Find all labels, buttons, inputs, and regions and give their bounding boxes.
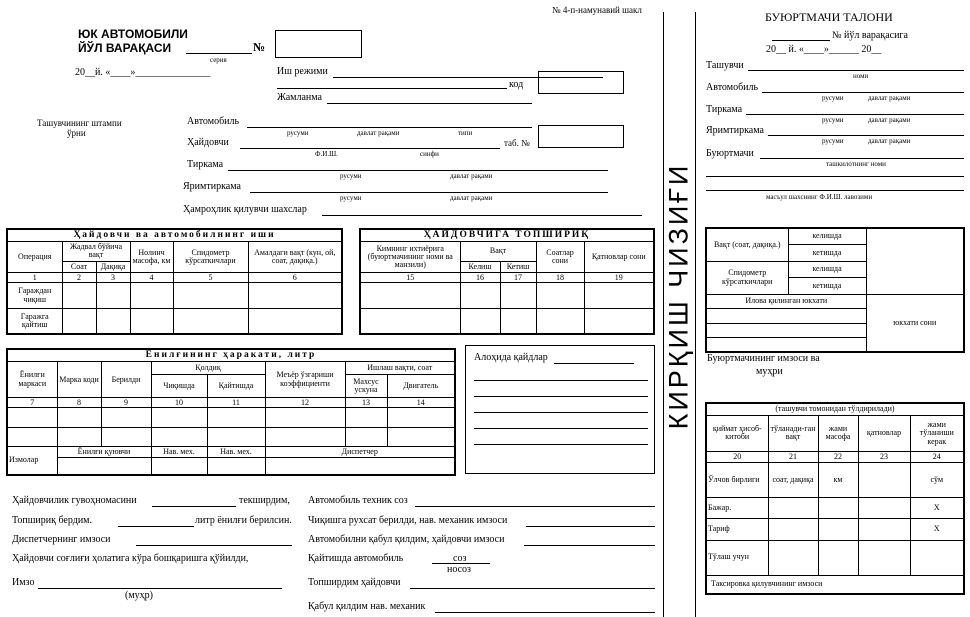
coupon-vehicle-line[interactable] bbox=[762, 92, 964, 93]
signature-line[interactable] bbox=[38, 588, 282, 589]
date-line[interactable]: 20__й. «____»_______________ bbox=[75, 67, 211, 78]
dispatcher-sig-line[interactable] bbox=[136, 545, 292, 546]
coupon-plate-caption: давлат рақами bbox=[868, 94, 911, 102]
mechanic-label-1: Нав. мех. bbox=[151, 446, 207, 458]
vehicle-label: Автомобиль bbox=[187, 116, 240, 127]
trailer-line[interactable] bbox=[228, 170, 608, 171]
form-code: № 4-п-намунавий шакл bbox=[552, 5, 642, 15]
cell-input[interactable] bbox=[151, 427, 207, 446]
cell-input[interactable] bbox=[768, 540, 818, 575]
accepted-mech-line[interactable] bbox=[435, 612, 655, 613]
cell-input[interactable] bbox=[101, 427, 151, 446]
num-cell: 4 bbox=[130, 273, 173, 283]
accepted-driver-line[interactable] bbox=[524, 545, 655, 546]
cell-input[interactable] bbox=[248, 308, 342, 334]
coupon-arrived: келишда bbox=[788, 228, 866, 245]
cell-input[interactable] bbox=[584, 283, 654, 309]
col-total-pay: жами тўланиши керак bbox=[910, 416, 964, 451]
cell-input[interactable] bbox=[265, 458, 455, 475]
col-schedule: Жадвал бўйича вақт bbox=[62, 242, 130, 261]
coupon-semi-make-caption: русуми bbox=[822, 137, 844, 145]
num-cell: 11 bbox=[207, 398, 265, 408]
coupon-date[interactable]: 20__ й. «____»______ 20__ bbox=[766, 44, 882, 55]
cell-input[interactable] bbox=[536, 283, 584, 309]
coupon-departed: кетишда bbox=[788, 245, 866, 262]
col-norm: Меъёр ўзгариши коэффициенти bbox=[265, 362, 345, 398]
col-issued: Берилди bbox=[101, 362, 151, 398]
cell-input[interactable] bbox=[536, 308, 584, 334]
coupon-departed-2: кетишда bbox=[788, 278, 866, 295]
title-line-2: ЙЎЛ ВАРАҚАСИ bbox=[78, 41, 172, 55]
trailer-make-caption: русуми bbox=[340, 172, 362, 180]
notes-line[interactable] bbox=[474, 396, 648, 397]
code-box[interactable] bbox=[538, 71, 624, 94]
coupon-waybills-count: юкхати сони bbox=[866, 294, 964, 352]
driver-work-table bbox=[6, 228, 343, 335]
col-worktime: Ишлаш вақти, соат bbox=[345, 362, 455, 375]
coupon-customer-line[interactable] bbox=[760, 158, 964, 159]
tab-no-label: таб. № bbox=[504, 138, 530, 148]
amount-label: Бажар. bbox=[706, 498, 768, 519]
cell-input[interactable] bbox=[858, 498, 910, 519]
col-engine: Двигатель bbox=[387, 375, 455, 398]
stamp-label-1: Ташувчининг штампи bbox=[37, 118, 122, 128]
num-cell: 21 bbox=[768, 451, 818, 463]
driver-class-caption: синфи bbox=[420, 150, 439, 158]
coupon-trailer-line[interactable] bbox=[746, 114, 964, 115]
col-return: Қайтишда bbox=[207, 375, 265, 398]
task-title: ҲАЙДОВЧИГА ТОПШИРИҚ bbox=[360, 229, 654, 242]
unit-km: км bbox=[818, 463, 858, 498]
cut-line-rule-right bbox=[695, 12, 696, 617]
num-cell: 17 bbox=[500, 273, 536, 283]
license-label: Ҳайдовчилик гувоҳномасини bbox=[12, 495, 137, 506]
col-customer: Кимнинг ихтиёрига (буюртмачининг номи ва манзили) bbox=[360, 242, 460, 273]
cell-input[interactable] bbox=[910, 540, 964, 575]
return-state-label: Қайтишда автомобиль bbox=[308, 553, 404, 564]
notes-title: Алоҳида қайдлар bbox=[474, 352, 548, 363]
col-total-dist: жами масофа bbox=[818, 416, 858, 451]
faulty-option[interactable]: носоз bbox=[447, 564, 471, 575]
cell-input[interactable] bbox=[265, 408, 345, 427]
cell-input[interactable] bbox=[818, 498, 858, 519]
cell-input[interactable] bbox=[460, 308, 500, 334]
cell-input[interactable] bbox=[7, 427, 57, 446]
cell-input[interactable] bbox=[173, 308, 248, 334]
trailer-label: Тиркама bbox=[187, 159, 224, 170]
cell-input[interactable] bbox=[207, 458, 265, 475]
col-time: Вақт bbox=[460, 242, 536, 261]
col-hour: Соат bbox=[62, 261, 96, 273]
cell-input[interactable] bbox=[151, 458, 207, 475]
fuel-given-label: литр ёнилғи берилсин. bbox=[195, 515, 292, 526]
cell-input[interactable] bbox=[706, 323, 866, 337]
cell-input[interactable] bbox=[768, 498, 818, 519]
notes-line[interactable] bbox=[474, 428, 648, 429]
work-mode-label: Иш режими bbox=[277, 66, 328, 77]
fuel-title: Ёнилғининг ҳаракати, литр bbox=[7, 349, 455, 362]
col-calc: қиймат ҳисоб-китоби bbox=[706, 416, 768, 451]
num-cell: 12 bbox=[265, 398, 345, 408]
tech-ok-line[interactable] bbox=[415, 506, 655, 507]
tariff-label: Тариф bbox=[706, 519, 768, 540]
ok-option[interactable]: соз bbox=[453, 553, 467, 564]
work-mode-line-2[interactable] bbox=[277, 88, 507, 89]
cell-input[interactable] bbox=[584, 308, 654, 334]
coupon-speedo-label: Спидометр кўрсаткичлари bbox=[706, 261, 788, 294]
cell-input[interactable] bbox=[345, 408, 387, 427]
cell-input[interactable] bbox=[62, 308, 96, 334]
waybill-number-box[interactable] bbox=[275, 30, 362, 58]
fuel-table bbox=[6, 348, 456, 476]
cell-input[interactable] bbox=[866, 228, 964, 294]
coupon-trailer-label: Тиркама bbox=[706, 104, 743, 115]
handed-driver-line[interactable] bbox=[410, 588, 655, 589]
num-cell: 15 bbox=[360, 273, 460, 283]
cell-input[interactable] bbox=[207, 427, 265, 446]
cell-input[interactable] bbox=[57, 458, 151, 475]
coupon-extra-line[interactable] bbox=[706, 176, 964, 177]
vehicle-plate-caption: давлат рақами bbox=[357, 129, 400, 137]
vehicle-type-caption: типи bbox=[458, 129, 473, 137]
refueler-label: Ёнилғи қуювчи bbox=[57, 446, 151, 458]
coupon-semi-plate-caption: давлат рақами bbox=[868, 137, 911, 145]
cell-input[interactable] bbox=[345, 427, 387, 446]
staff-label: Жамланма bbox=[277, 92, 322, 103]
cell-input[interactable] bbox=[818, 519, 858, 540]
num-cell: 16 bbox=[460, 273, 500, 283]
coupon-semitrailer-line[interactable] bbox=[768, 135, 964, 136]
coupon-make-caption: русуми bbox=[822, 94, 844, 102]
signature-label: Имзо bbox=[12, 577, 35, 588]
col-zero-km: Нолинч масофа, км bbox=[130, 242, 173, 273]
driver-fio-caption: Ф.И.Ш. bbox=[315, 150, 338, 158]
code-label: код bbox=[509, 79, 524, 90]
escorts-label: Ҳамроҳлик қилувчи шахслар bbox=[183, 204, 307, 215]
cell-input[interactable] bbox=[96, 308, 130, 334]
col-trips-coupon: қатновлар bbox=[858, 416, 910, 451]
coupon-attached: Илова қилинган юкхати bbox=[706, 294, 866, 308]
notes-line[interactable] bbox=[474, 380, 648, 381]
seal-label: (муҳр) bbox=[125, 590, 153, 601]
coupon-billing-table bbox=[705, 402, 965, 595]
col-actual-time: Амалдаги вақт (кун, ой, соат, дақиқа.) bbox=[248, 242, 342, 273]
cell-input[interactable] bbox=[248, 283, 342, 309]
col-departure: Кетиш bbox=[500, 261, 536, 273]
notes-line[interactable] bbox=[474, 412, 648, 413]
num-cell: 2 bbox=[62, 273, 96, 283]
semitrailer-label: Яримтиркама bbox=[183, 181, 241, 192]
col-brand-code: Марка коди bbox=[57, 362, 101, 398]
semitrailer-make-caption: русуми bbox=[340, 194, 362, 202]
coupon-filled-by: (ташувчи томонидан тўлдирилади) bbox=[706, 403, 964, 416]
cell-input[interactable] bbox=[173, 283, 248, 309]
cell-input[interactable] bbox=[57, 408, 101, 427]
cell-input[interactable] bbox=[151, 408, 207, 427]
col-paid-time: тўланади-ган вақт bbox=[768, 416, 818, 451]
num-cell: 6 bbox=[248, 273, 342, 283]
cell-input[interactable] bbox=[387, 408, 455, 427]
cell-input[interactable] bbox=[768, 519, 818, 540]
coupon-semitrailer-label: Яримтиркама bbox=[706, 125, 764, 136]
num-cell: 24 bbox=[910, 451, 964, 463]
vehicle-make-caption: русуми bbox=[287, 129, 309, 137]
col-operation: Операция bbox=[7, 242, 62, 273]
dispatcher-sig-label: Диспетчернинг имзоси bbox=[12, 534, 111, 545]
col-out: Чиқишда bbox=[151, 375, 207, 398]
cell-input[interactable] bbox=[207, 408, 265, 427]
cell-input[interactable] bbox=[101, 408, 151, 427]
col-minute: Дақиқа bbox=[96, 261, 130, 273]
cell-input[interactable] bbox=[500, 283, 536, 309]
coupon-carrier-label: Ташувчи bbox=[706, 60, 744, 71]
coupon-arrived-2: келишда bbox=[788, 261, 866, 278]
coupon-trailer-plate-caption: давлат рақами bbox=[868, 116, 911, 124]
coupon-trailer-make-caption: русуми bbox=[822, 116, 844, 124]
num-cell: 13 bbox=[345, 398, 387, 408]
row-garage-exit: Гараждан чиқиш bbox=[7, 283, 62, 309]
cell-input[interactable] bbox=[818, 540, 858, 575]
cell-input[interactable] bbox=[7, 408, 57, 427]
trailer-plate-caption: давлат рақами bbox=[450, 172, 493, 180]
series-line[interactable] bbox=[186, 53, 252, 54]
num-cell: 19 bbox=[584, 273, 654, 283]
coupon-time-table bbox=[705, 227, 965, 353]
cell-empty bbox=[858, 463, 910, 498]
series-label: серия bbox=[210, 56, 227, 64]
coupon-responsible-line[interactable] bbox=[706, 190, 964, 191]
exit-allowed-label: Чиқишга рухсат берилди, нав. механик имзоси bbox=[308, 515, 508, 526]
col-special: Махсус ускуна bbox=[345, 375, 387, 398]
cell-input[interactable] bbox=[62, 283, 96, 309]
num-cell: 7 bbox=[7, 398, 57, 408]
x-mark: Х bbox=[910, 519, 964, 540]
num-cell: 9 bbox=[101, 398, 151, 408]
fuel-amount-line[interactable] bbox=[118, 526, 194, 527]
mechanic-label-2: Нав. мех. bbox=[207, 446, 265, 458]
checked-label: текширдим, bbox=[239, 495, 290, 506]
cell-input[interactable] bbox=[858, 519, 910, 540]
cell-input[interactable] bbox=[360, 283, 460, 309]
x-mark: Х bbox=[910, 498, 964, 519]
col-remainder: Қолдиқ bbox=[151, 362, 265, 375]
driver-line[interactable] bbox=[240, 148, 500, 149]
col-arrival: Келиш bbox=[460, 261, 500, 273]
num-cell: 22 bbox=[818, 451, 858, 463]
coupon-customer-label: Буюртмачи bbox=[706, 148, 754, 159]
coupon-title: БУЮРТМАЧИ ТАЛОНИ bbox=[765, 10, 893, 24]
cell-input[interactable] bbox=[460, 283, 500, 309]
cell-input[interactable] bbox=[706, 309, 866, 323]
cell-input[interactable] bbox=[858, 540, 910, 575]
notes-box bbox=[465, 345, 655, 474]
unit-label: Ўлчов бирлиги bbox=[706, 463, 768, 498]
accepted-driver-label: Автомобилни қабул қилдим, ҳайдовчи имзоси bbox=[308, 534, 505, 545]
exit-allowed-line[interactable] bbox=[526, 526, 655, 527]
coupon-time-label: Вақт (соат, дақиқа.) bbox=[706, 228, 788, 261]
num-cell: 3 bbox=[96, 273, 130, 283]
num-cell: 20 bbox=[706, 451, 768, 463]
health-label: Ҳайдовчи соғлиғи ҳолатига кўра бошқаришга қўйилди, bbox=[12, 553, 249, 564]
stamp-label-2: ўрни bbox=[67, 128, 86, 138]
task-given-label: Топшириқ бердим. bbox=[12, 515, 92, 526]
staff-line[interactable] bbox=[327, 103, 532, 104]
task-table bbox=[359, 228, 655, 335]
row-garage-return: Гаражга қайтиш bbox=[7, 308, 62, 334]
coupon-responsible-caption: масъул шахснинг Ф.И.Ш. лавозими bbox=[766, 193, 873, 201]
cell-input[interactable] bbox=[500, 308, 536, 334]
num-cell: 10 bbox=[151, 398, 207, 408]
to-pay-label: Тўлаш учун bbox=[706, 540, 768, 575]
coupon-vehicle-label: Автомобиль bbox=[706, 82, 759, 93]
col-hours: Соатлар сони bbox=[536, 242, 584, 273]
vehicle-line[interactable] bbox=[247, 127, 532, 128]
number-sign: № bbox=[253, 40, 266, 54]
tech-ok-label: Автомобиль техник соз bbox=[308, 495, 408, 506]
semitrailer-line[interactable] bbox=[250, 192, 608, 193]
accepted-mech-label: Қабул қилдим нав. механик bbox=[308, 601, 426, 612]
driver-work-title: Ҳайдовчи ва автомобилнинг иши bbox=[7, 229, 342, 242]
col-trips: Қатновлар сони bbox=[584, 242, 654, 273]
cell-input[interactable] bbox=[130, 283, 173, 309]
cell-input[interactable] bbox=[130, 308, 173, 334]
cell-input[interactable] bbox=[706, 337, 866, 352]
coupon-waybill-no: № йўл варақасига bbox=[832, 30, 908, 41]
num-cell: 5 bbox=[173, 273, 248, 283]
coupon-org-name-caption: ташкилотнинг номи bbox=[826, 160, 886, 168]
driver-label: Ҳайдовчи bbox=[187, 137, 229, 148]
cell-input[interactable] bbox=[96, 283, 130, 309]
notes-line[interactable] bbox=[474, 444, 648, 445]
title-line-1: ЮК АВТОМОБИЛИ bbox=[78, 27, 188, 41]
num-cell: 8 bbox=[57, 398, 101, 408]
col-speedometer: Спидометр кўрсаткичлари bbox=[173, 242, 248, 273]
col-fuel-brand: Ёнилғи маркаси bbox=[7, 362, 57, 398]
customer-sig-1: Буюртмачининг имзоси ва bbox=[707, 353, 820, 364]
num-cell: 14 bbox=[387, 398, 455, 408]
escorts-line[interactable] bbox=[322, 215, 642, 216]
unit-sum: сўм bbox=[910, 463, 964, 498]
num-cell: 18 bbox=[536, 273, 584, 283]
cut-line-text: КИРҚИШ ЧИЗИҒИ bbox=[663, 162, 694, 430]
fuelers-label: Измолар bbox=[7, 446, 57, 475]
unit-time: соат, дақиқа bbox=[768, 463, 818, 498]
num-cell: 23 bbox=[858, 451, 910, 463]
tab-number-box[interactable] bbox=[538, 125, 624, 148]
cell-input[interactable] bbox=[387, 427, 455, 446]
license-line[interactable] bbox=[152, 506, 236, 507]
num-cell: 1 bbox=[7, 273, 62, 283]
customer-sig-2: муҳри bbox=[756, 366, 783, 377]
cell-input[interactable] bbox=[265, 427, 345, 446]
coupon-name-caption: номи bbox=[853, 72, 869, 80]
dispatcher-label: Диспетчер bbox=[265, 446, 455, 458]
semitrailer-plate-caption: давлат рақами bbox=[450, 194, 493, 202]
handed-driver-label: Топширдим ҳайдовчи bbox=[308, 577, 401, 588]
cell-input[interactable] bbox=[360, 308, 460, 334]
taxer-sig: Таксировка қилувчининг имзоси bbox=[706, 575, 964, 594]
coupon-carrier-line[interactable] bbox=[748, 70, 964, 71]
cell-input[interactable] bbox=[57, 427, 101, 446]
